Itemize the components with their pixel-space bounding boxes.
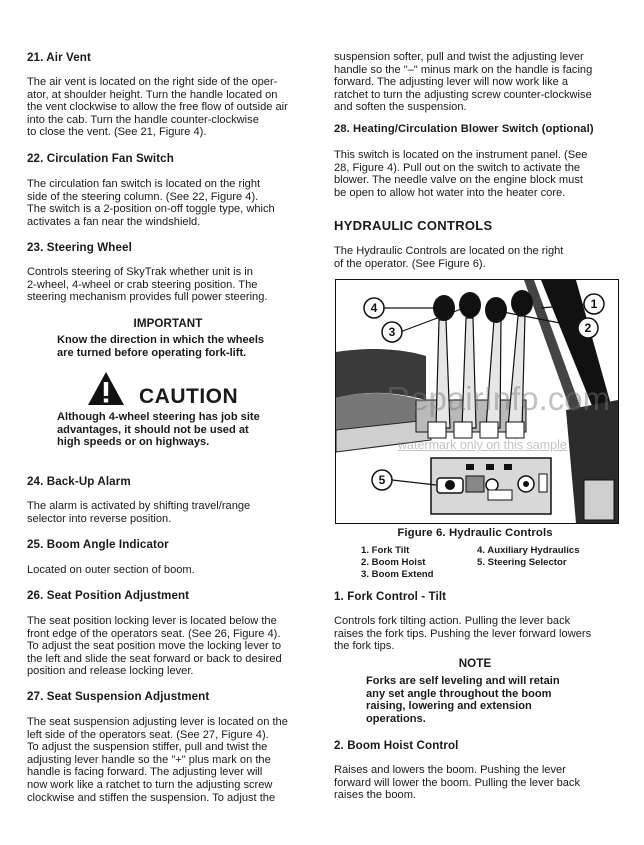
section-28-heading: 28. Heating/Circulation Blower Switch (optional) bbox=[334, 123, 594, 135]
section-24-heading: 24. Back-Up Alarm bbox=[27, 475, 131, 488]
callout-5: 5 bbox=[378, 473, 386, 487]
callout-2: 2 bbox=[584, 321, 592, 335]
hydraulic-controls-intro: The Hydraulic Controls are located on the right of the operator. (See Figure 6). bbox=[334, 245, 564, 270]
callout-1: 1 bbox=[590, 297, 598, 311]
callout-4: 4 bbox=[370, 301, 378, 315]
note-title: NOTE bbox=[458, 657, 492, 670]
important-title: IMPORTANT bbox=[133, 317, 203, 330]
caution-body: Although 4-wheel steering has job site advantages, it should not be used at high speeds or on highways. bbox=[57, 411, 260, 449]
section-28-body: This switch is located on the instrument panel. (See 28, Figure 4). Pull out on the switch to activate the blower. The needle valve on the engine block must be open to allow hot water into the heater core. bbox=[334, 149, 588, 199]
watermark-sub: watermark only on this sample bbox=[398, 438, 567, 452]
section-1-heading: 1. Fork Control - Tilt bbox=[334, 590, 447, 603]
note-body: Forks are self leveling and will retain any set angle throughout the boom raising, lowering and extension operations. bbox=[366, 675, 560, 725]
important-body: Know the direction in which the wheels are turned before operating fork-lift. bbox=[57, 334, 265, 359]
hydraulic-controls-heading: HYDRAULIC CONTROLS bbox=[334, 218, 493, 233]
callout-3: 3 bbox=[388, 325, 396, 339]
section-25-heading: 25. Boom Angle Indicator bbox=[27, 538, 169, 551]
caution-title: CAUTION bbox=[139, 385, 239, 408]
section-21-heading: 21. Air Vent bbox=[27, 51, 91, 64]
section-22-heading: 22. Circulation Fan Switch bbox=[27, 152, 174, 165]
section-21-body: The air vent is located on the right side of the oper- ator, at shoulder height. Turn the handle located on the vent clockwise to allow the free flow of outside air into the cab. Turn the handle counter-clockwise to close the vent. (See 21, Figure 4). bbox=[27, 76, 288, 139]
section-27-heading: 27. Seat Suspension Adjustment bbox=[27, 690, 210, 703]
section-27-body: The seat suspension adjusting lever is located on the left side of the operators seat. (See 27, Figure 4). To adjust the suspension stiffer, pull and twist the adjusting lever handle so the "+" plus mark on the handle is facing forward. The adjusting lever will now work like a ratchet to turn the adjusting screw clockwise and stiffen the suspension. To adjust the bbox=[27, 716, 288, 804]
section-1-body: Controls fork tilting action. Pulling the lever back raises the fork tips. Pushing the lever forward lowers the fork tips. bbox=[334, 615, 592, 653]
warning-triangle-icon bbox=[87, 371, 125, 406]
section-23-heading: 23. Steering Wheel bbox=[27, 241, 132, 254]
section-27-continued: suspension softer, pull and twist the adjusting lever handle so the "–" minus mark on the handle is facing forward. The adjusting lever will now work like a ratchet to turn the adjusting screw counter-clockwise and soften the suspension. bbox=[334, 51, 593, 114]
section-2-heading: 2. Boom Hoist Control bbox=[334, 739, 459, 752]
figure-legend-right: 4. Auxiliary Hydraulics 5. Steering Selector bbox=[477, 545, 580, 568]
section-25-body: Located on outer section of boom. bbox=[27, 564, 195, 576]
section-23-body: Controls steering of SkyTrak whether unit is in 2-wheel, 4-wheel or crab steering position. The steering mechanism provides full power steering. bbox=[27, 266, 268, 304]
section-2-body: Raises and lowers the boom. Pushing the lever forward will lower the boom. Pulling the lever back raises the boom. bbox=[334, 764, 581, 802]
section-24-body: The alarm is activated by shifting travel/range selector into reverse position. bbox=[27, 500, 251, 525]
figure-caption: Figure 6. Hydraulic Controls bbox=[397, 527, 553, 539]
section-26-body: The seat position locking lever is located below the front edge of the operators seat. (See 26, Figure 4). To adjust the seat position move the locking lever to the left and slide the seat forward or back to desired position and release locking lever. bbox=[27, 615, 282, 678]
figure-legend-left: 1. Fork Tilt 2. Boom Hoist 3. Boom Extend bbox=[361, 545, 434, 580]
section-26-heading: 26. Seat Position Adjustment bbox=[27, 589, 190, 602]
watermark-main: eRepairInfo.com bbox=[368, 380, 611, 417]
section-22-body: The circulation fan switch is located on the right side of the steering column. (See 22, Figure 4). The switch is a 2-position on-off toggle type, which activates a fan near the windshield. bbox=[27, 178, 275, 228]
